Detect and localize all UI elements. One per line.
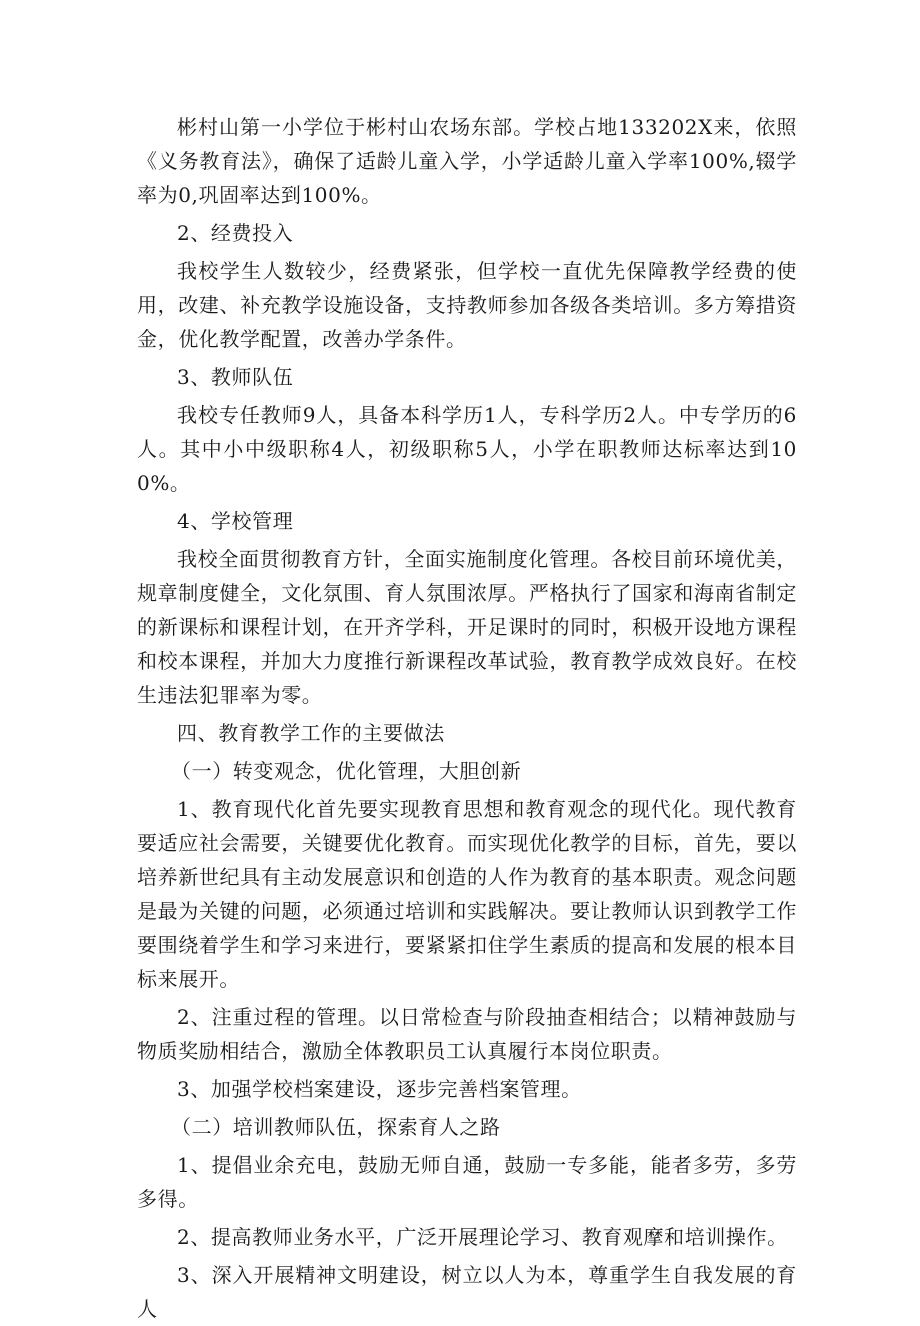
paragraph-archives: 3、加强学校档案建设，逐步完善档案管理。	[177, 1077, 582, 1101]
paragraph-process-management: 2、注重过程的管理。以日常检查与阶段抽查相结合；以精神鼓励与物质奖励相结合，激励全体教职员工认真履行本岗位职责。	[137, 1005, 797, 1063]
paragraph-teachers: 我校专任教师9人，具备本科学历1人，专科学历2人。中专学历的6人。其中小中级职称4人，初级职称5人，小学在职教师达标率达到100%。	[137, 403, 797, 495]
subheading-change-concepts: （一）转变观念，优化管理，大胆创新	[171, 759, 522, 783]
paragraph-self-study: 1、提倡业余充电，鼓励无师自通，鼓励一专多能，能者多劳，多劳多得。	[137, 1153, 797, 1211]
paragraph-modernization: 1、教育现代化首先要实现教育思想和教育观念的现代化。现代教育要适应社会需要，关键要优化教育。而实现优化教学的目标，首先，要以培养新世纪具有主动发展意识和创造的人作为教育的基本职责。观念问题是最为关键的问题，必须通过培训和实践解决。要让教师认识到教学工作要围绕着学生和学习来进行，要紧紧扣住学生素质的提高和发展的根本目标来展开。	[137, 797, 797, 991]
paragraph-management: 我校全面贯彻教育方针，全面实施制度化管理。各校目前环境优美，规章制度健全，文化氛围、育人氛围浓厚。严格执行了国家和海南省制定的新课标和课程计划，在开齐学科，开足课时的同时，积极开设地方课程和校本课程，并加大力度推行新课程改革试验，教育教学成效良好。在校生违法犯罪率为零。	[137, 547, 797, 707]
paragraph-funding: 我校学生人数较少，经费紧张，但学校一直优先保障教学经费的使用，改建、补充教学设施设备，支持教师参加各级各类培训。多方筹措资金，优化教学配置，改善办学条件。	[137, 259, 797, 351]
subheading-teacher-training: （二）培训教师队伍，探索育人之路	[171, 1115, 501, 1139]
paragraph-professional-level: 2、提高教师业务水平，广泛开展理论学习、教育观摩和培训操作。	[177, 1225, 788, 1249]
heading-funding: 2、经费投入	[177, 221, 294, 245]
paragraph-spiritual-civilization: 3、深入开展精神文明建设，树立以人为本，尊重学生自我发展的育人	[137, 1263, 797, 1321]
heading-main-practices: 四、教育教学工作的主要做法	[177, 721, 445, 745]
heading-management: 4、学校管理	[177, 509, 294, 533]
heading-teachers: 3、教师队伍	[177, 365, 294, 389]
document-body	[137, 110, 797, 1326]
paragraph-school-overview: 彬村山第一小学位于彬村山农场东部。学校占地133202X来，依照《义务教育法》，确保了适龄儿童入学，小学适龄儿童入学率100%,辍学率为0,巩固率达到100%。	[137, 115, 797, 207]
